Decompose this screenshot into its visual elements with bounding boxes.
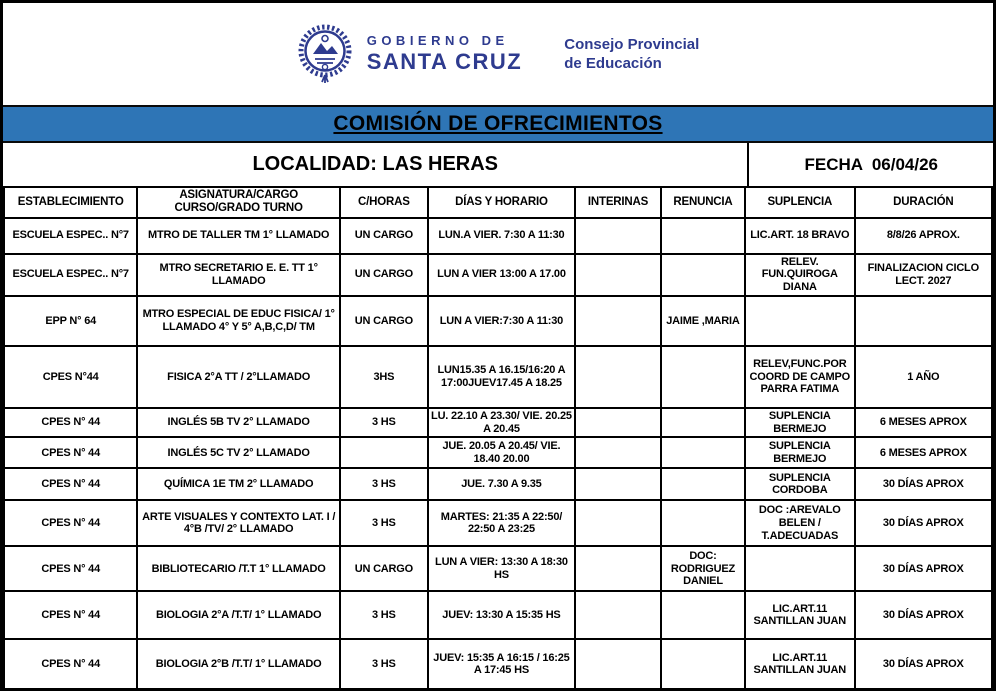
column-header-interinas: INTERINAS bbox=[575, 187, 661, 218]
cell-suplencia: SUPLENCIA CORDOBA bbox=[745, 468, 855, 500]
table-header bbox=[4, 187, 992, 218]
cell-renuncia bbox=[661, 408, 745, 438]
cell-renuncia bbox=[661, 218, 745, 254]
table-row bbox=[4, 296, 992, 346]
cell-duracion: 1 AÑO bbox=[855, 346, 992, 408]
cell-dias: LUN A VIER:7:30 A 11:30 bbox=[428, 296, 575, 346]
table-row bbox=[4, 591, 992, 639]
column-header-suplencia: SUPLENCIA bbox=[745, 187, 855, 218]
cell-establecimiento: CPES N° 44 bbox=[4, 437, 137, 468]
table-body bbox=[4, 218, 992, 690]
cell-establecimiento: CPES N° 44 bbox=[4, 546, 137, 591]
column-header-choras: C/HORAS bbox=[340, 187, 428, 218]
column-header-establecimiento: ESTABLECIMIENTO bbox=[4, 187, 137, 218]
subheader-row bbox=[3, 143, 993, 186]
cell-renuncia bbox=[661, 254, 745, 296]
cell-establecimiento: CPES N° 44 bbox=[4, 408, 137, 438]
table-header-row bbox=[4, 187, 992, 218]
cell-renuncia bbox=[661, 639, 745, 689]
santa-cruz-crest-icon bbox=[297, 23, 353, 85]
cell-interinas bbox=[575, 546, 661, 591]
cell-asignatura: INGLÉS 5B TV 2° LLAMADO bbox=[137, 408, 340, 438]
cell-choras: 3 HS bbox=[340, 639, 428, 689]
cell-choras: UN CARGO bbox=[340, 546, 428, 591]
offerings-table-container bbox=[3, 186, 993, 690]
cell-asignatura: QUÍMICA 1E TM 2° LLAMADO bbox=[137, 468, 340, 500]
cell-dias: LUN A VIER: 13:30 A 18:30 HS bbox=[428, 546, 575, 591]
cell-suplencia: LIC.ART.11 SANTILLAN JUAN bbox=[745, 591, 855, 639]
cell-duracion: 6 MESES APROX bbox=[855, 408, 992, 438]
table-row bbox=[4, 639, 992, 689]
cell-interinas bbox=[575, 437, 661, 468]
cell-duracion: FINALIZACION CICLO LECT. 2027 bbox=[855, 254, 992, 296]
cell-choras: 3 HS bbox=[340, 408, 428, 438]
cell-interinas bbox=[575, 296, 661, 346]
cell-establecimiento: CPES N° 44 bbox=[4, 500, 137, 546]
cell-choras bbox=[340, 437, 428, 468]
cell-suplencia: RELEV,FUNC.POR COORD DE CAMPO PARRA FATIMA bbox=[745, 346, 855, 408]
cell-choras: UN CARGO bbox=[340, 254, 428, 296]
cell-asignatura: BIBLIOTECARIO /T.T 1° LLAMADO bbox=[137, 546, 340, 591]
cell-renuncia: JAIME ,MARIA bbox=[661, 296, 745, 346]
cell-establecimiento: CPES N°44 bbox=[4, 346, 137, 408]
consejo-line-1: Consejo Provincial bbox=[564, 35, 700, 53]
table-row bbox=[4, 408, 992, 438]
government-name bbox=[367, 33, 523, 75]
cell-asignatura: FISICA 2°A TT / 2°LLAMADO bbox=[137, 346, 340, 408]
cell-interinas bbox=[575, 500, 661, 546]
government-logo bbox=[297, 23, 700, 85]
santa-cruz-text: SANTA CRUZ bbox=[366, 49, 523, 74]
table-row bbox=[4, 218, 992, 254]
table-row bbox=[4, 500, 992, 546]
cell-dias: LU. 22.10 A 23.30/ VIE. 20.25 A 20.45 bbox=[428, 408, 575, 438]
cell-interinas bbox=[575, 346, 661, 408]
cell-duracion: 6 MESES APROX bbox=[855, 437, 992, 468]
cell-renuncia bbox=[661, 591, 745, 639]
cell-interinas bbox=[575, 591, 661, 639]
cell-interinas bbox=[575, 218, 661, 254]
table-row bbox=[4, 546, 992, 591]
cell-choras: 3 HS bbox=[340, 500, 428, 546]
cell-interinas bbox=[575, 639, 661, 689]
cell-dias: JUEV: 15:35 A 16:15 / 16:25 A 17:45 HS bbox=[428, 639, 575, 689]
cell-duracion: 30 DÍAS APROX bbox=[855, 639, 992, 689]
cell-dias: JUEV: 13:30 A 15:35 HS bbox=[428, 591, 575, 639]
cell-duracion: 30 DÍAS APROX bbox=[855, 591, 992, 639]
column-header-duracion: DURACIÓN bbox=[855, 187, 992, 218]
cell-establecimiento: ESCUELA ESPEC.. N°7 bbox=[4, 254, 137, 296]
cell-suplencia: LIC.ART. 18 BRAVO bbox=[745, 218, 855, 254]
letterhead bbox=[3, 3, 993, 105]
cell-asignatura: BIOLOGIA 2°B /T.T/ 1° LLAMADO bbox=[137, 639, 340, 689]
cell-choras: 3 HS bbox=[340, 591, 428, 639]
cell-asignatura: MTRO ESPECIAL DE EDUC FISICA/ 1° LLAMADO 4° Y 5° A,B,C,D/ TM bbox=[137, 296, 340, 346]
table-row bbox=[4, 254, 992, 296]
cell-dias: LUN A VIER 13:00 A 17.00 bbox=[428, 254, 575, 296]
cell-suplencia bbox=[745, 546, 855, 591]
cell-dias: LUN15.35 A 16.15/16:20 A 17:00JUEV17.45 A 18.25 bbox=[428, 346, 575, 408]
cell-establecimiento: CPES N° 44 bbox=[4, 591, 137, 639]
cell-suplencia: DOC :AREVALO BELEN / T.ADECUADAS bbox=[745, 500, 855, 546]
consejo-line-2: de Educación bbox=[564, 55, 662, 72]
cell-duracion: 30 DÍAS APROX bbox=[855, 546, 992, 591]
title-band bbox=[3, 105, 993, 143]
cell-renuncia bbox=[661, 500, 745, 546]
cell-suplencia bbox=[745, 296, 855, 346]
cell-suplencia: SUPLENCIA BERMEJO bbox=[745, 408, 855, 438]
fecha-label: FECHA 06/04/26 bbox=[747, 143, 993, 186]
cell-renuncia bbox=[661, 437, 745, 468]
cell-duracion: 8/8/26 APROX. bbox=[855, 218, 992, 254]
cell-interinas bbox=[575, 468, 661, 500]
cell-interinas bbox=[575, 254, 661, 296]
column-header-dias: DÍAS Y HORARIO bbox=[428, 187, 575, 218]
cell-dias: LUN.A VIER. 7:30 A 11:30 bbox=[428, 218, 575, 254]
cell-suplencia: RELEV. FUN.QUIROGA DIANA bbox=[745, 254, 855, 296]
cell-asignatura: MTRO DE TALLER TM 1° LLAMADO bbox=[137, 218, 340, 254]
cell-renuncia bbox=[661, 468, 745, 500]
cell-choras: 3HS bbox=[340, 346, 428, 408]
cell-renuncia bbox=[661, 346, 745, 408]
cell-choras: UN CARGO bbox=[340, 296, 428, 346]
cell-establecimiento: ESCUELA ESPEC.. N°7 bbox=[4, 218, 137, 254]
cell-establecimiento: EPP N° 64 bbox=[4, 296, 137, 346]
cell-dias: JUE. 7.30 A 9.35 bbox=[428, 468, 575, 500]
cell-duracion: 30 DÍAS APROX bbox=[855, 500, 992, 546]
column-header-renuncia: RENUNCIA bbox=[661, 187, 745, 218]
cell-dias: MARTES: 21:35 A 22:50/ 22:50 A 23:25 bbox=[428, 500, 575, 546]
cell-asignatura: BIOLOGIA 2°A /T.T/ 1° LLAMADO bbox=[137, 591, 340, 639]
cell-establecimiento: CPES N° 44 bbox=[4, 639, 137, 689]
cell-duracion bbox=[855, 296, 992, 346]
cell-establecimiento: CPES N° 44 bbox=[4, 468, 137, 500]
cell-choras: 3 HS bbox=[340, 468, 428, 500]
table-row bbox=[4, 468, 992, 500]
cell-choras: UN CARGO bbox=[340, 218, 428, 254]
page-title: COMISIÓN DE OFRECIMIENTOS bbox=[333, 112, 663, 135]
table-row bbox=[4, 437, 992, 468]
cell-dias: JUE. 20.05 A 20.45/ VIE. 18.40 20.00 bbox=[428, 437, 575, 468]
cell-interinas bbox=[575, 408, 661, 438]
gobierno-de-text: GOBIERNO DE bbox=[366, 33, 509, 48]
offerings-table bbox=[3, 186, 993, 690]
cell-suplencia: SUPLENCIA BERMEJO bbox=[745, 437, 855, 468]
cell-duracion: 30 DÍAS APROX bbox=[855, 468, 992, 500]
cell-suplencia: LIC.ART.11 SANTILLAN JUAN bbox=[745, 639, 855, 689]
localidad-label: LOCALIDAD: LAS HERAS bbox=[252, 153, 499, 175]
table-row bbox=[4, 346, 992, 408]
consejo-provincial-text bbox=[564, 35, 699, 74]
cell-asignatura: INGLÉS 5C TV 2° LLAMADO bbox=[137, 437, 340, 468]
cell-renuncia: DOC: RODRIGUEZ DANIEL bbox=[661, 546, 745, 591]
column-header-asignatura: ASIGNATURA/CARGO CURSO/GRADO TURNO bbox=[137, 187, 340, 218]
cell-asignatura: MTRO SECRETARIO E. E. TT 1° LLAMADO bbox=[137, 254, 340, 296]
cell-asignatura: ARTE VISUALES Y CONTEXTO LAT. I / 4°B /TV/ 2° LLAMADO bbox=[137, 500, 340, 546]
